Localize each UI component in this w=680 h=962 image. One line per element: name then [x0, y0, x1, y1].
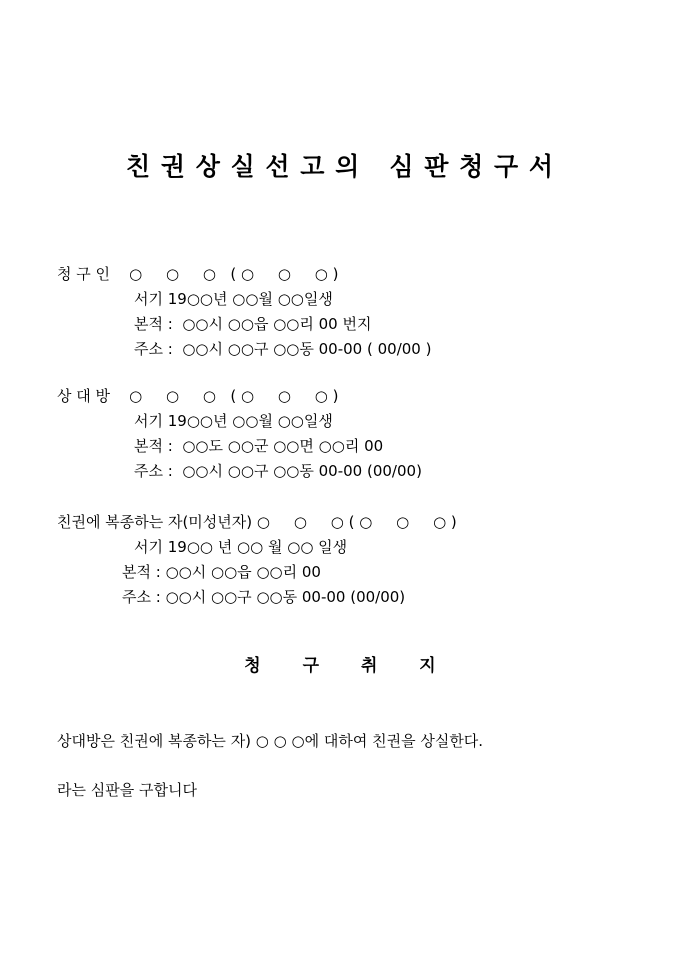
minor-name-line: 친권에 복종하는 자(미성년자) ○ ○ ○ ( ○ ○ ○ ): [57, 513, 457, 531]
minor-registry-line: 본적 : ○○시 ○○읍 ○○리 00: [122, 563, 321, 581]
petitioner-section: [0, 262, 680, 362]
respondent-address-line: 주소 : ○○시 ○○구 ○○동 00-00 (00/00): [134, 462, 422, 480]
claim-statement: 상대방은 친권에 복종하는 자) ○ ○ ○에 대하여 친권을 상실한다.: [57, 732, 484, 750]
minor-section: [0, 510, 680, 610]
minor-address-line: 주소 : ○○시 ○○구 ○○동 00-00 (00/00): [122, 588, 406, 606]
minor-birth-line: 서기 19○○ 년 ○○ 월 ○○ 일생: [134, 538, 348, 556]
closing-statement: 라는 심판을 구합니다: [57, 781, 197, 799]
petitioner-name-line: 청 구 인 ○ ○ ○ ( ○ ○ ○ ): [57, 265, 339, 283]
petitioner-birth-line: 서기 19○○년 ○○월 ○○일생: [134, 290, 333, 308]
document-title: 친 권 상 실 선 고 의 심 판 청 구 서: [126, 152, 554, 181]
respondent-birth-line: 서기 19○○년 ○○월 ○○일생: [134, 412, 333, 430]
petitioner-address-line: 주소 : ○○시 ○○구 ○○동 00-00 ( 00/00 ): [134, 340, 432, 358]
claim-heading: 청 구 취 지: [244, 656, 436, 676]
respondent-name-line: 상 대 방 ○ ○ ○ ( ○ ○ ○ ): [57, 387, 339, 405]
petitioner-registry-line: 본적 : ○○시 ○○읍 ○○리 00 번지: [134, 315, 372, 333]
respondent-section: [0, 384, 680, 484]
respondent-registry-line: 본적 : ○○도 ○○군 ○○면 ○○리 00: [134, 437, 384, 455]
